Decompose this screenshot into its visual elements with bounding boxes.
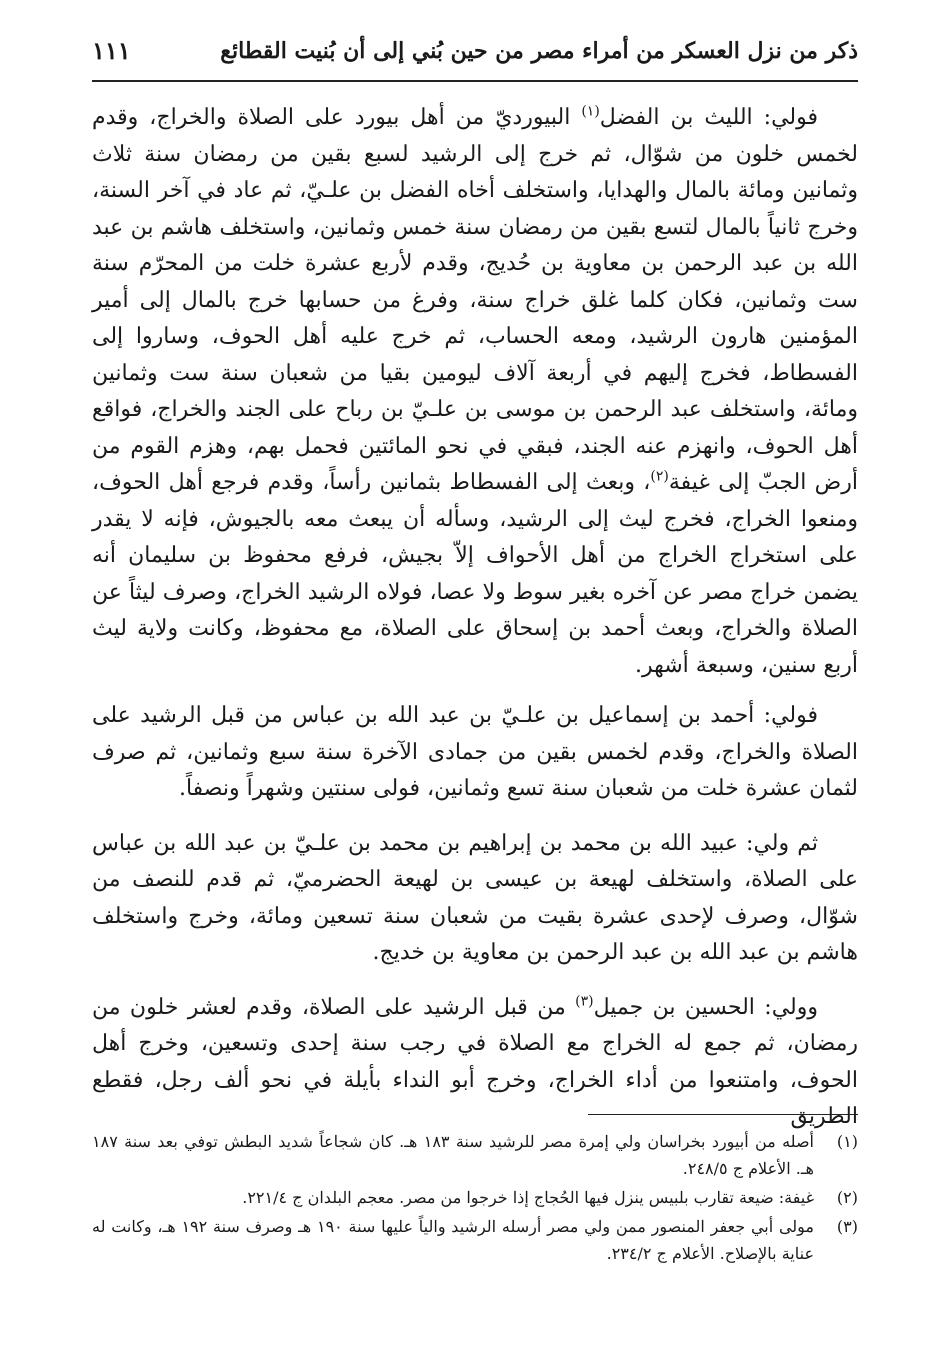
- paragraph-text: ، وبعث إلى الفسطاط بثمانين رأساً، وقدم فرجع أهل الحوف، ومنعوا الخراج، فخرج ليث إلى الرشيد، وسأله أن يبعث معه بالجيوش، فإنه لا يقدر على استخراج الخراج من أهل الأحواف إلاّ بجيش، فرفع محفوظ بن سليمان أنه يضمن خراج مصر عن آخره بغير سوط ولا عصا، فولاه الرشيد الخراج، وصرف ليثاً عن الصلاة والخراج، وبعث أحمد بن إسحاق على الصلاة، مع محفوظ، وكانت ولاية ليث أربع سنين، وسبعة أشهر.: [92, 470, 858, 678]
- footnote-1: [92, 1128, 858, 1182]
- footnote-text: مولى أبي جعفر المنصور ممن ولي مصر أرسله الرشيد والياً عليها سنة ١٩٠ هـ وصرف سنة ١٩٢ هـ، وكانت له عناية بالإصلاح. الأعلام ج ٢٣٤/٢.: [92, 1217, 814, 1263]
- paragraph-text: البيورديّ من أهل بيورد على الصلاة والخراج، وقدم لخمس خلون من شوّال، ثم خرج إلى الرشيد لسبع بقين من رمضان سنة ثلاث وثمانين ومائة بالمال والهدايا، واستخلف أخاه الفضل بن علـيّ، ثم عاد في آخر السنة، وخرج ثانياً بالمال لتسع بقين من رمضان سنة خمس وثمانين، واستخلف هاشم بن عبد الله بن عبد الرحمن بن معاوية بن حُديج، وقدم لأربع عشرة خلت من المحرّم سنة ست وثمانين، فكان كلما غلق خراج سنة، وفرغ من حسابها خرج بالمال إلى أمير المؤمنين هارون الرشيد، ومعه الحساب، ثم خرج عليه أهل الحوف، وساروا إلى الفسطاط، فخرج إليهم في أربعة آلاف ليومين بقيا من شعبان سنة ست وثمانين ومائة، واستخلف عبد الرحمن بن موسى بن علـيّ بن رباح على الجند والخراج، فواقع أهل الحوف، وانهزم عنه الجند، فبقي في نحو المائتين فحمل بهم، وهزم القوم من أرض الجبّ إلى غيفة: [92, 105, 858, 495]
- footnote-number: (١): [836, 1132, 858, 1151]
- paragraph-ubayd-allah: ثم ولي: عبيد الله بن محمد بن إبراهيم بن محمد بن علـيّ بن عبد الله بن عباس على الصلاة، واستخلف لهيعة بن عيسى بن لهيعة الحضرميّ، ثم قدم للنصف من شوّال، وصرف لإحدى عشرة بقيت من شعبان سنة تسعين ومائة، وخرج واستخلف هاشم بن عبد الله بن عبد الرحمن بن معاوية بن خديج.: [92, 830, 858, 965]
- footnotes: [92, 1128, 858, 1267]
- footnote-ref-2: (٢): [650, 468, 669, 485]
- footnote-number: (٢): [836, 1188, 858, 1207]
- paragraph-ahmad-bin-ismail: فولي: أحمد بن إسماعيل بن علـيّ بن عبد الله بن عباس من قبل الرشيد على الصلاة والخراج، وقدم لخمس بقين من جمادى الآخرة سنة سبع وثمانين، ثم صرف لثمان عشرة خلت من شعبان سنة تسع وثمانين، فولى سنتين وشهراً ونصفاً.: [92, 703, 858, 801]
- running-title: ذكر من نزل العسكر من أمراء مصر من حين بُني إلى أن بُنيت القطائع: [220, 38, 858, 64]
- footnote-ref-1: (١): [581, 103, 600, 120]
- footnote-2: [92, 1184, 858, 1211]
- paragraph-al-layth: [92, 100, 858, 684]
- footnote-3: [92, 1213, 858, 1267]
- footnote-separator: [588, 1114, 858, 1115]
- paragraph-text: من قبل الرشيد على الصلاة، وقدم لعشر خلون من رمضان، ثم جمع له الخراج مع الصلاة في رجب سنة إحدى وتسعين، وخرج أهل الحوف، وامتنعوا من أداء الخراج، وخرج أبو النداء بأيلة في نحو ألف رجل، فقطع الطريق: [92, 994, 859, 1129]
- page-number: ١١١: [92, 36, 131, 65]
- page-header: [92, 30, 858, 82]
- footnote-text: أصله من أبيورد بخراسان ولي إمرة مصر للرشيد سنة ١٨٣ هـ. كان شجاعاً شديد البطش توفي بعد سنة ١٨٧ هـ. الأعلام ج ٢٤٨/٥.: [92, 1132, 814, 1178]
- footnote-text: غيفة: ضيعة تقارب بلبيس ينزل فيها الحُجاج إذا خرجوا من مصر. معجم البلدان ج ٢٢١/٤.: [242, 1188, 814, 1207]
- footnote-number: (٣): [836, 1217, 858, 1236]
- footnote-ref-3: (٣): [575, 993, 594, 1010]
- paragraph-text: وولي: الحسين بن جميل: [593, 994, 818, 1020]
- paragraph-text: فولي: الليث بن الفضل: [599, 105, 818, 130]
- body-text: [92, 100, 858, 1154]
